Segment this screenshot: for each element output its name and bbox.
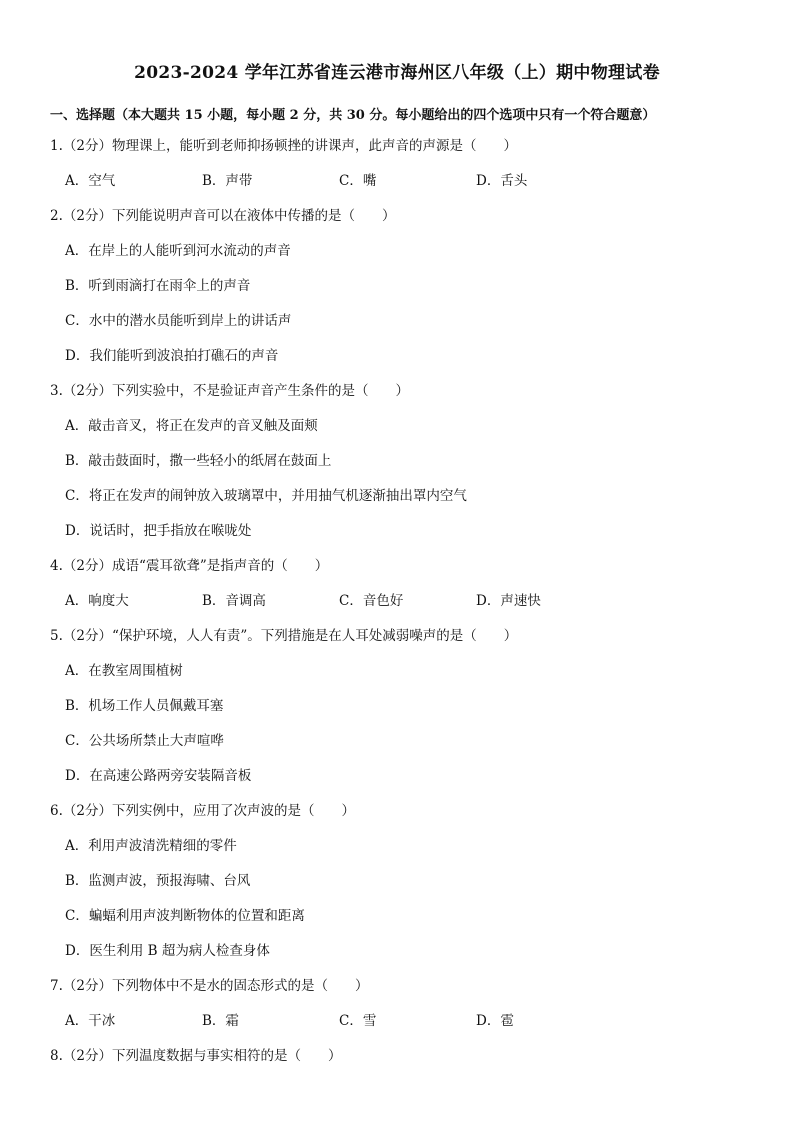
answer-option: C．蝙蝠利用声波判断物体的位置和距离 [65, 908, 305, 924]
answer-option: B．监测声波，预报海啸、台风 [65, 873, 251, 889]
answer-option: A．利用声波清洗精细的零件 [65, 838, 237, 854]
answer-option: D．我们能听到波浪拍打礁石的声音 [65, 348, 279, 364]
answer-option: C．音色好 [339, 593, 404, 609]
question-2 [50, 206, 750, 381]
question-5 [50, 626, 750, 801]
options-row [50, 1011, 750, 1046]
question-stem: 4.（2分）成语“震耳欲聋”是指声音的（ ） [50, 558, 329, 574]
answer-option: A．干冰 [65, 1013, 116, 1029]
answer-option: B．机场工作人员佩戴耳塞 [65, 698, 224, 714]
answer-option: B．声带 [202, 173, 253, 189]
question-stem: 2.（2分）下列能说明声音可以在液体中传播的是（ ） [50, 208, 396, 224]
answer-option: B．音调高 [202, 593, 266, 609]
answer-option: D．声速快 [476, 593, 541, 609]
answer-option: A．敲击音叉，将正在发声的音叉触及面颊 [65, 418, 318, 434]
question-8 [50, 1046, 750, 1081]
answer-option: C．雪 [339, 1013, 377, 1029]
answer-option: D．医生利用 B 超为病人检查身体 [65, 943, 270, 959]
answer-option: C．将正在发声的闹钟放入玻璃罩中，并用抽气机逐渐抽出罩内空气 [65, 488, 467, 504]
question-6 [50, 801, 750, 976]
question-7 [50, 976, 750, 1046]
question-stem: 7.（2分）下列物体中不是水的固态形式的是（ ） [50, 978, 369, 994]
question-stem: 5.（2分）“保护环境，人人有责”。下列措施是在人耳处减弱噪声的是（ ） [50, 628, 518, 644]
question-stem: 8.（2分）下列温度数据与事实相符的是（ ） [50, 1048, 342, 1064]
answer-option: D．说话时，把手指放在喉咙处 [65, 523, 252, 539]
question-stem: 3.（2分）下列实验中，不是验证声音产生条件的是（ ） [50, 383, 409, 399]
answer-option: C．水中的潜水员能听到岸上的讲话声 [65, 313, 292, 329]
answer-option: A．在岸上的人能听到河水流动的声音 [65, 243, 291, 259]
question-3 [50, 381, 750, 556]
answer-option: C．公共场所禁止大声喧哗 [65, 733, 224, 749]
page-title: 2023-2024 学年江苏省连云港市海州区八年级（上）期中物理试卷 [134, 63, 660, 83]
answer-option: D．雹 [476, 1013, 514, 1029]
options-row [50, 591, 750, 626]
question-stem: 6.（2分）下列实例中，应用了次声波的是（ ） [50, 803, 355, 819]
section-heading: 一、选择题（本大题共 15 小题，每小题 2 分，共 30 分。每小题给出的四个选项中只有一个符合题意） [50, 108, 656, 123]
question-4 [50, 556, 750, 626]
answer-option: D．舌头 [476, 173, 528, 189]
answer-option: C．嘴 [339, 173, 377, 189]
question-list [50, 136, 750, 1081]
answer-option: B．霜 [202, 1013, 239, 1029]
answer-option: A．空气 [65, 173, 116, 189]
question-1 [50, 136, 750, 206]
answer-option: A．在教室周围植树 [65, 663, 183, 679]
answer-option: D．在高速公路两旁安装隔音板 [65, 768, 252, 784]
answer-option: B．敲击鼓面时，撒一些轻小的纸屑在鼓面上 [65, 453, 332, 469]
question-stem: 1.（2分）物理课上，能听到老师抑扬顿挫的讲课声，此声音的声源是（ ） [50, 138, 517, 154]
options-row [50, 171, 750, 206]
answer-option: A．响度大 [65, 593, 129, 609]
answer-option: B．听到雨滴打在雨伞上的声音 [65, 278, 251, 294]
